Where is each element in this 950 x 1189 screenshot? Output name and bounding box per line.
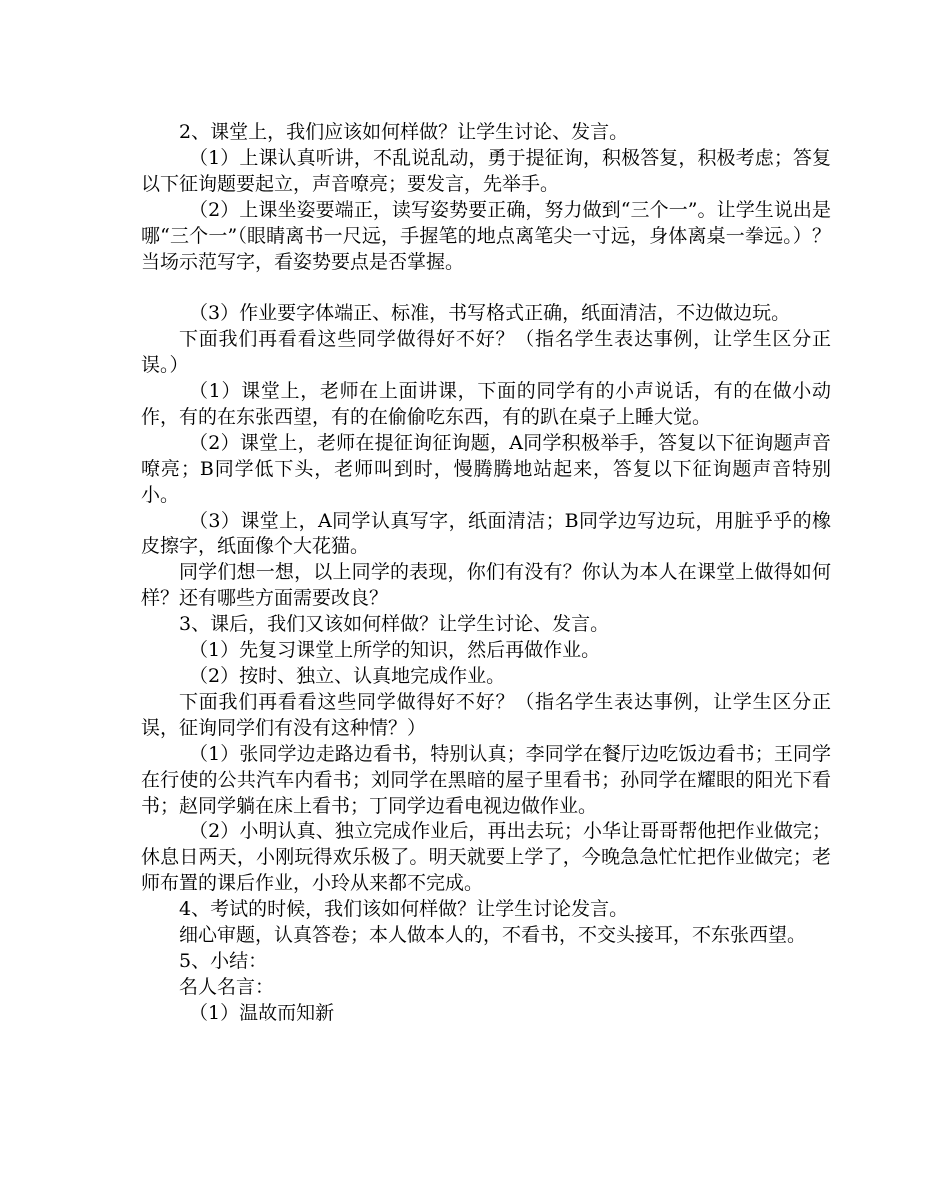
section-heading-2: 2、课堂上，我们应该如何样做？让学生讨论、发言。 (179, 121, 629, 143)
paragraph: （1）先复习课堂上所学的知识，然后再做作业。 (189, 639, 601, 662)
paragraph: （2）上课坐姿要端正，读写姿势要正确，努力做到“三个一”。让学生说出是哪“三个一”（眼睛离书一尺远，手握笔的地点离笔尖一寸远，身体离桌一拳远。）？当场示范写字，看姿势要点是否掌握。 (141, 198, 831, 273)
paragraph: 下面我们再看看这些同学做得好不好？（指名学生表达事例，让学生区分正误。） (141, 328, 831, 377)
section-heading-3: 3、课后，我们又该如何样做？让学生讨论、发言。 (179, 613, 610, 636)
paragraph: （3）课堂上，A同学认真写字，纸面清洁；B同学边写边玩，用脏乎乎的橡皮擦字，纸面像个大花猫。 (141, 509, 831, 558)
paragraph: （1）上课认真听讲，不乱说乱动，勇于提征询，积极答复，积极考虑；答复以下征询题要起立，声音嘹亮；要发言，先举手。 (141, 146, 831, 195)
paragraph: 同学们想一想，以上同学的表现，你们有没有？你认为本人在课堂上做得如何样？还有哪些方面需要改良？ (141, 561, 831, 610)
paragraph: （2）课堂上，老师在提征询征询题，A同学积极举手，答复以下征询题声音嘹亮；B同学低下头，老师叫到时，慢腾腾地站起来，答复以下征询题声音特别小。 (141, 431, 831, 506)
paragraph: （3）作业要字体端正、标准，书写格式正确，纸面清洁，不边做边玩。 (189, 302, 791, 325)
paragraph: （1）温故而知新 (189, 1001, 335, 1024)
paragraph: （1）课堂上，老师在上面讲课，下面的同学有的小声说话，有的在做小动作，有的在东张西望，有的在偷偷吃东西，有的趴在桌子上睡大觉。 (141, 380, 831, 428)
paragraph: 名人名言： (179, 975, 275, 998)
paragraph: 下面我们再看看这些同学做得好不好？（指名学生表达事例，让学生区分正误，征询同学们有没有这种情？） (141, 690, 831, 739)
document-body (141, 120, 831, 1027)
paragraph: （2）小明认真、独立完成作业后，再出去玩；小华让哥哥帮他把作业做完；休息日两天，小刚玩得欢乐极了。明天就要上学了，今晚急急忙忙把作业做完；老师布置的课后作业，小玲从来都不完成。 (141, 820, 831, 895)
paragraph: （2）按时、独立、认真地完成作业。 (189, 665, 506, 688)
section-heading-5: 5、小结： (179, 949, 268, 972)
section-heading-4: 4、考试的时候，我们该如何样做？让学生讨论发言。 (179, 898, 629, 921)
paragraph: （1）张同学边走路边看书，特别认真；李同学在餐厅边吃饭边看书；王同学在行使的公共汽车内看书；刘同学在黑暗的屋子里看书；孙同学在耀眼的阳光下看书；赵同学躺在床上看书；丁同学边看电视边做作业。 (141, 742, 831, 817)
paragraph: 细心审题，认真答卷；本人做本人的，不看书，不交头接耳，不东张西望。 (179, 924, 807, 947)
